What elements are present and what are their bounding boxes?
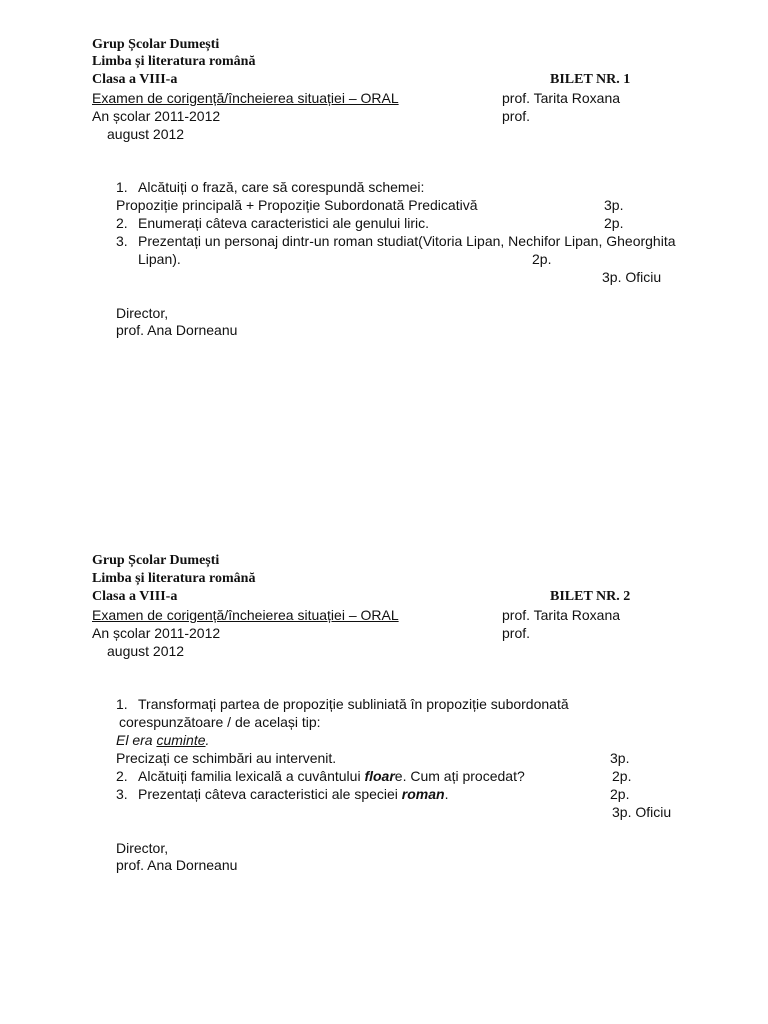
question-1-example	[116, 731, 209, 749]
question-2-number: 2.	[116, 215, 128, 231]
question-1-text-cont: corespunzătoare / de același tip:	[119, 714, 321, 730]
example-underlined: cuminte	[156, 732, 206, 748]
question-1-text: Transformați partea de propoziție subliniată în propoziție subordonată	[138, 696, 569, 712]
teacher-2: prof.	[502, 625, 531, 641]
question-1-scheme: Propoziție principală + Propoziție Subordonată Predicativă	[116, 197, 478, 213]
teacher-2: prof.	[502, 108, 531, 124]
question-3-text: Prezentați un personaj dintr-un roman studiat(Vitoria Lipan, Nechifor Lipan, Gheorghita	[138, 233, 676, 249]
school-name: Grup Școlar Dumești	[92, 553, 220, 568]
question-1-points: 3p.	[604, 197, 624, 213]
teacher-1: prof. Tarita Roxana	[502, 90, 621, 106]
question-3-text-c: .	[444, 786, 449, 802]
subject: Limba și literatura română	[92, 571, 256, 586]
question-2-points: 2p.	[604, 215, 624, 231]
subject: Limba și literatura română	[92, 54, 256, 69]
question-2-text-a: Alcătuiți familia lexicală a cuvântului	[138, 768, 365, 784]
director-label: Director,	[116, 840, 169, 856]
exam-title: Examen de corigență/încheierea situației – ORAL	[92, 607, 399, 623]
question-1-instruction: Precizați ce schimbări au intervenit.	[116, 750, 337, 766]
question-2-number: 2.	[116, 768, 128, 784]
oficiu-points: 3p. Oficiu	[602, 269, 662, 285]
director-name: prof. Ana Dorneanu	[116, 857, 238, 873]
school-name: Grup Școlar Dumești	[92, 37, 220, 52]
teacher-1: prof. Tarita Roxana	[502, 607, 621, 623]
question-2-text-c: e. Cum ați procedat?	[394, 768, 525, 784]
question-1-number: 1.	[116, 179, 128, 195]
question-3-points: 2p.	[610, 786, 630, 802]
class: Clasa a VIII-a	[92, 589, 178, 604]
question-3-text-cont: Lipan).	[138, 251, 181, 267]
question-1-points: 3p.	[610, 750, 630, 766]
ticket-number: BILET NR. 1	[550, 72, 631, 87]
question-3-text-a: Prezentați câteva caracteristici ale speciei	[138, 786, 402, 802]
exam-month: august 2012	[107, 126, 185, 142]
example-prefix: El era	[116, 732, 157, 748]
question-1-text: Alcătuiți o frază, care să corespundă schemei:	[138, 179, 425, 195]
director-name: prof. Ana Dorneanu	[116, 322, 238, 338]
question-1-number: 1.	[116, 696, 128, 712]
ticket-number: BILET NR. 2	[550, 589, 631, 604]
school-year: An școlar 2011-2012	[92, 108, 221, 124]
question-3-number: 3.	[116, 786, 128, 802]
example-suffix: .	[205, 732, 210, 748]
question-2-text	[138, 767, 525, 785]
question-2-points: 2p.	[612, 768, 632, 784]
question-3-number: 3.	[116, 233, 128, 249]
question-2-text: Enumerați câteva caracteristici ale genului liric.	[138, 215, 430, 231]
question-3-text	[138, 785, 448, 803]
question-2-keyword: floar	[364, 768, 395, 784]
class: Clasa a VIII-a	[92, 72, 178, 87]
question-3-keyword: roman	[401, 786, 445, 802]
director-label: Director,	[116, 305, 169, 321]
question-3-points: 2p.	[532, 251, 552, 267]
school-year: An școlar 2011-2012	[92, 625, 221, 641]
exam-title: Examen de corigență/încheierea situației – ORAL	[92, 90, 399, 106]
oficiu-points: 3p. Oficiu	[612, 804, 672, 820]
exam-month: august 2012	[107, 643, 185, 659]
